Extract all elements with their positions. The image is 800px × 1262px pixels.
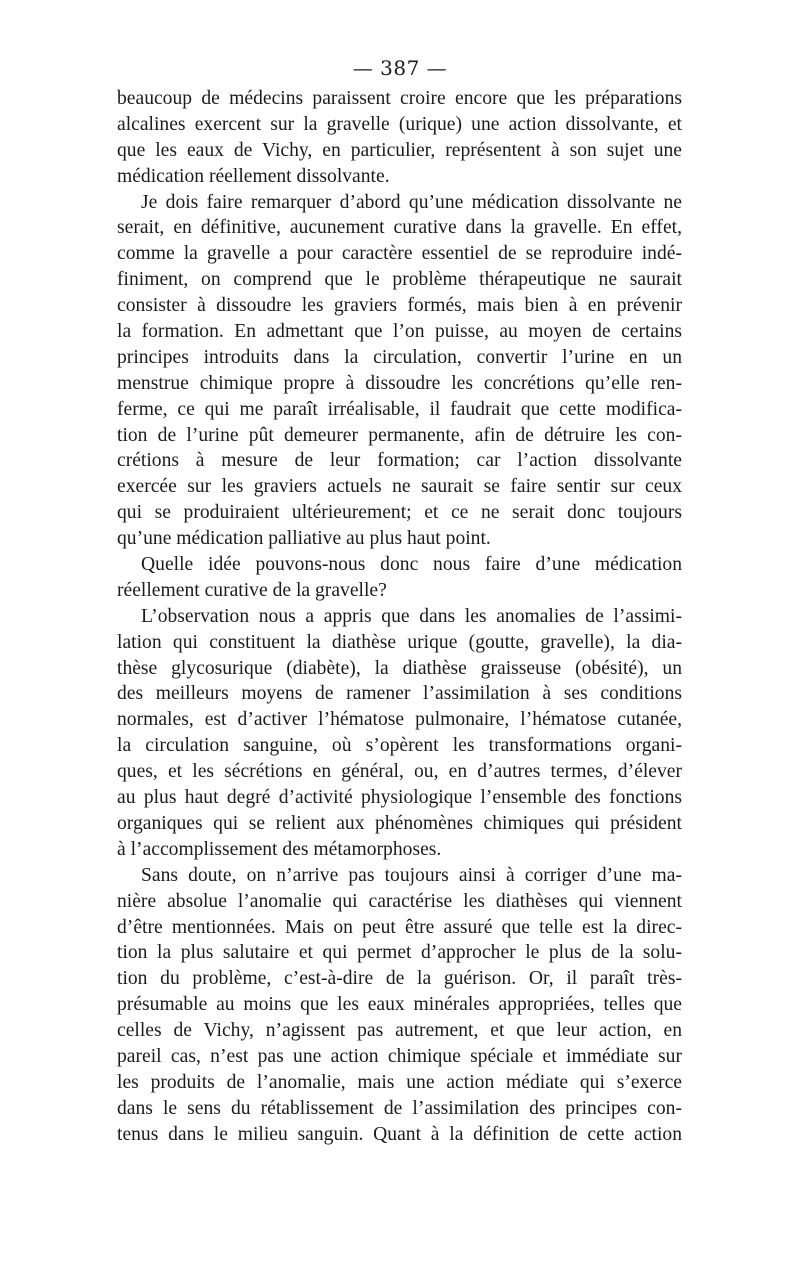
text-line: pareil cas, n’est pas une action chimique spéciale et immédiate sur (117, 1045, 682, 1067)
text-line: alcalines exercent sur la gravelle (urique) une action dissolvante, et (117, 113, 682, 135)
text-line: comme la gravelle a pour caractère essentiel de se reproduire indé- (117, 243, 682, 265)
body-text (117, 86, 682, 1148)
text-line: la formation. En admettant que l’on puisse, au moyen de certains (117, 321, 682, 343)
text-line: principes introduits dans la circulation, convertir l’urine en un (117, 346, 682, 368)
text-line: au plus haut degré d’activité physiologique l’ensemble des fonctions (117, 787, 682, 809)
text-line: la circulation sanguine, où s’opèrent les transformations organi- (117, 735, 682, 757)
text-line: que les eaux de Vichy, en particulier, représentent à son sujet une (117, 139, 682, 161)
text-line: qui se produiraient ultérieurement; et ce ne serait donc toujours (117, 502, 682, 524)
text-line: normales, est d’activer l’hématose pulmonaire, l’hématose cutanée, (117, 709, 682, 731)
text-line: tion la plus salutaire et qui permet d’approcher le plus de la solu- (117, 942, 682, 964)
text-line: des meilleurs moyens de ramener l’assimilation à ses conditions (117, 683, 682, 705)
text-line: présumable au moins que les eaux minérales appropriées, telles que (117, 994, 682, 1016)
text-line: beaucoup de médecins paraissent croire encore que les préparations (117, 88, 682, 109)
text-line: serait, en définitive, aucunement curative dans la gravelle. En effet, (117, 217, 682, 239)
text-line: ferme, ce qui me paraît irréalisable, il faudrait que cette modifica- (117, 398, 682, 420)
text-line: crétions à mesure de leur formation; car l’action dissolvante (117, 450, 682, 472)
text-line: les produits de l’anomalie, mais une action médiate qui s’exerce (117, 1071, 682, 1093)
text-line: qu’une médication palliative au plus haut point. (117, 528, 491, 550)
text-line: à l’accomplissement des métamorphoses. (117, 838, 442, 860)
text-line: Sans doute, on n’arrive pas toujours ainsi à corriger d’une ma- (141, 864, 682, 886)
text-line: consister à dissoudre les graviers formés, mais bien à en prévenir (117, 295, 682, 317)
text-line: Je dois faire remarquer d’abord qu’une médication dissolvante ne (141, 191, 682, 213)
text-line: finiment, on comprend que le problème thérapeutique ne saurait (117, 269, 682, 291)
text-line: d’être mentionnées. Mais on peut être assuré que telle est la direc- (117, 916, 682, 938)
text-line: tion de l’urine pût demeurer permanente, afin de détruire les con- (117, 424, 682, 446)
text-line: ques, et les sécrétions en général, ou, en d’autres termes, d’élever (117, 761, 682, 783)
text-line: réellement curative de la gravelle? (117, 579, 387, 601)
text-line: tion du problème, c’est-à-dire de la guérison. Or, il paraît très- (117, 968, 682, 990)
text-line: tenus dans le milieu sanguin. Quant à la définition de cette action (117, 1123, 682, 1145)
text-line: nière absolue l’anomalie qui caractérise les diathèses qui viennent (117, 890, 682, 912)
text-line: dans le sens du rétablissement de l’assimilation des principes con- (117, 1097, 682, 1119)
text-line: menstrue chimique propre à dissoudre les concrétions qu’elle ren- (117, 372, 682, 394)
text-line: celles de Vichy, n’agissent pas autrement, et que leur action, en (117, 1020, 682, 1042)
text-line: lation qui constituent la diathèse urique (goutte, gravelle), la dia- (117, 631, 682, 653)
text-line: Quelle idée pouvons-nous donc nous faire d’une médication (141, 554, 682, 576)
text-line: L’observation nous a appris que dans les anomalies de l’assimi- (141, 605, 682, 627)
text-line: médication réellement dissolvante. (117, 165, 390, 187)
text-line: organiques qui se relient aux phénomènes chimiques qui président (117, 812, 682, 834)
page-number: — 387 — (352, 56, 448, 80)
text-line: thèse glycosurique (diabète), la diathèse graisseuse (obésité), un (117, 657, 682, 679)
text-line: exercée sur les graviers actuels ne saurait se faire sentir sur ceux (117, 476, 682, 498)
